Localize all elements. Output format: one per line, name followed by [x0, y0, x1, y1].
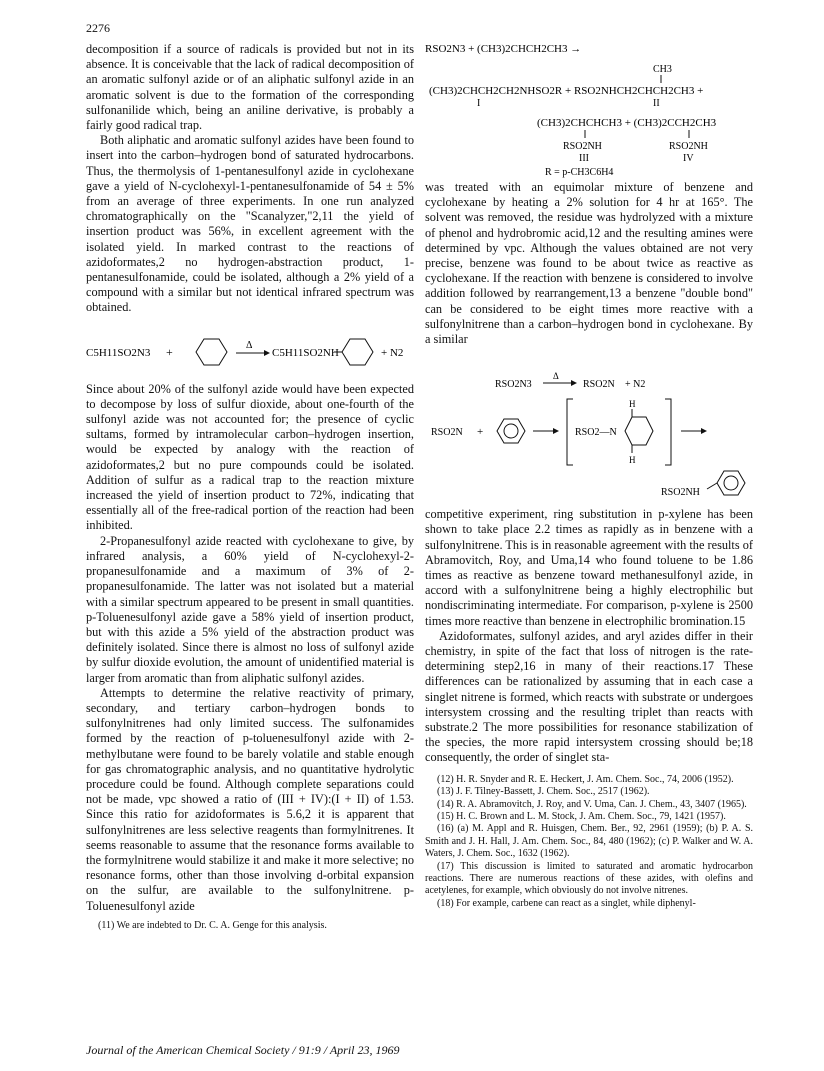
- footnote: (18) For example, carbene can react as a singlet, while diphenyl-: [437, 897, 696, 909]
- compound-label-II: II: [653, 98, 660, 109]
- n2-label: + N2: [625, 379, 646, 391]
- nitrene-label: RSO2N: [431, 427, 463, 439]
- cyclohexadiene-ring: [625, 417, 653, 445]
- arrow-head: [264, 350, 270, 356]
- footnote: (13) J. F. Tilney-Bassett, J. Chem. Soc., 2517 (1962).: [437, 786, 650, 798]
- hydrogen-label: H: [629, 399, 636, 410]
- paragraph: Attempts to determine the relative reactivity of primary, secondary, and tertiary carbon–hydrogen bonds to sulfonylnitrenes had only limited success. The sulfonamides formed by the reaction of p-toluenesulfonyl azide with 2-methylbutane were found to be barely volatile and stable enough for gas chromatographic analysis, and no quantitative hydrolytic procedure could be found. Although complete separations could not be made, vpc showed a ratio of (III + IV):(I + II) of 1.53. Since this ratio for azidoformates is 5.6,2 it is apparent that sulfonylnitrenes are less selective reagents than formylnitrenes. It seems reasonable to assume that the resonance forms available to the formylnitrene would stabilize it and make it more selective; no resonance forms, other than those involving d-orbital expansion on the sulfur, are available to the sulfonylnitrene. p-Toluenesulfonyl azide: [86, 685, 414, 913]
- scheme-benzene-addition: [425, 353, 753, 503]
- compound-label-III: III: [579, 153, 589, 164]
- cyclohexane-ring: [196, 339, 227, 365]
- compound-label-IV: IV: [683, 153, 694, 164]
- scheme-line-2: (CH3)2CHCH2CH2NHSO2R + RSO2NHCH2CHCH2CH3 +: [429, 85, 704, 97]
- footnote: (16) (a) M. Appl and R. Huisgen, Chem. Ber., 92, 2961 (1959); (b) P. A. S. Smith and J. H. Hall, J. Am. Chem. Soc., 84, 480 (1962); (c) P. Walker and W. A. Waters, J. Chem. Soc., 1632 (1962).: [425, 823, 753, 860]
- eq-arrow-label: Δ: [246, 339, 253, 351]
- paragraph: Since about 20% of the sulfonyl azide would have been expected to decompose by loss of sulfur dioxide, about one-fourth of the sulfonyl azide was not accounted for; the presence of cyclic sultams, formed by intramolecular carbon–hydrogen insertion, would be expected by analogy with the reaction of azidoformates,2 but no pure compounds could be isolated. Addition of sulfur as a radical trap to the reaction mixture increased the yield of insertion product to 72%, indicating that essentially all of the free-radical portion of the reaction had been inhibited.: [86, 381, 414, 533]
- rso2n3-label: RSO2N3: [495, 379, 532, 391]
- benzene-aromatic-circle: [724, 476, 738, 490]
- r-definition: R = p-CH3C6H4: [545, 167, 614, 178]
- footnote: (11) We are indebted to Dr. C. A. Genge for this analysis.: [98, 919, 327, 931]
- eq-reactant: C5H11SO2N3: [86, 346, 151, 359]
- equation-insertion: [86, 326, 414, 376]
- right-column: [425, 42, 753, 910]
- footnote: (12) H. R. Snyder and R. E. Heckert, J. Am. Chem. Soc., 74, 2006 (1952).: [437, 773, 734, 785]
- arrow-head: [701, 428, 707, 434]
- footnote: (15) H. C. Brown and L. M. Stock, J. Am. Chem. Soc., 79, 1421 (1957).: [437, 810, 726, 822]
- bond-line: [707, 483, 717, 489]
- paragraph: Both aliphatic and aromatic sulfonyl azides have been found to insert into the carbon–hydrogen bond of saturated hydrocarbons. Thus, the thermolysis of 1-pentanesulfonyl azide in cyclohexane gave a yield of N-cyclohexyl-1-pentanesulfonamide of 54 ± 5% from an average of three experiments. In one run analyzed chromatographically on the "Scanalyzer,"2,11 the yield of insertion product was 56%, in excellent agreement with the isolated yield. In marked contrast to the reactions of azidoformates,2 no hydrogen-abstraction product, 1-pentanesulfonamide, could be isolated, although a 2% yield of a compound with a similar but not identical infrared spectrum was obtained.: [86, 133, 414, 315]
- eq-product: C5H11SO2NH: [272, 346, 339, 359]
- paragraph: was treated with an equimolar mixture of benzene and cyclohexane by heating a 2% solution for 4 hr at 165°. The solvent was removed, the residue was hydrolyzed with a mixture of phenol and hydrobromic acid,12 and the resulting amines were determined by vpc. Although the values obtained are not very precise, benzene was found to be about twice as reactive as cyclohexane. If the reaction with benzene is considered to involve addition followed by rearrangement,13 a benzene "double bond" can be considered to be eight times more reactive with a sulfonylnitrene than a carbon–hydrogen bond in cyclohexane. By a similar: [425, 180, 753, 347]
- journal-footer: Journal of the American Chemical Society / 91:9 / April 23, 1969: [86, 1043, 400, 1057]
- scheme-line-3: (CH3)2CHCHCH3 + (CH3)2CCH2CH3: [537, 117, 717, 129]
- eq-n2: + N2: [381, 346, 404, 359]
- delta-label: Δ: [553, 371, 559, 382]
- arrow-head: [571, 380, 577, 386]
- paragraph: Azidoformates, sulfonyl azides, and aryl azides differ in their chemistry, in spite of the fact that loss of nitrogen is the rate-determining step2,16 in many of their reactions.17 These differences can be rationalized by assuming that in each case a singlet nitrene is formed, which reacts with substrate or undergoes intersystem crossing and the resulting triplet than reacts with substrate.2 The more possibilities for resonance stabilization of the species, the more rapid intersystem crossing should be;18 consequently, the order of singlet sta-: [425, 628, 753, 765]
- aziridine-label: RSO2—N: [575, 427, 617, 439]
- cyclohexane-ring: [342, 339, 373, 365]
- left-column: [86, 42, 414, 932]
- bracket-right: [665, 399, 671, 465]
- hydrogen-label: H: [629, 455, 636, 466]
- scheme-methylbutane: [425, 42, 753, 180]
- equation-diagram: [86, 326, 414, 376]
- scheme-line-1: RSO2N3 + (CH3)2CHCH2CH3 →: [425, 43, 582, 55]
- benzene-ring: [497, 419, 525, 443]
- paragraph: competitive experiment, ring substitution in p-xylene has been shown to take place 2.2 times as rapidly as in benzene with a sulfonylnitrene. This is in reasonable agreement with the results of Abramovitch, Roy, and Uma,14 who found toluene to be 1.86 times as reactive as benzene toward methanesulfonyl azide, in accord with a sulfonylnitrene being a highly electrophilic but nondiscriminating intermediate. For comparison, p-xylene is 2500 times more reactive than benzene in electrophilic bromination.15: [425, 507, 753, 628]
- plus-sign: +: [166, 344, 173, 359]
- footnotes: [425, 774, 753, 910]
- compound-label-I: I: [477, 98, 481, 109]
- footnote: (14) R. A. Abramovitch, J. Roy, and V. Uma, Can. J. Chem., 43, 3407 (1965).: [437, 798, 747, 810]
- nitrene-label: RSO2N: [583, 379, 615, 391]
- paragraph: 2-Propanesulfonyl azide reacted with cyclohexane to give, by infrared analysis, a 60% yield of N-cyclohexyl-2-propanesulfonamide and a maximum of 3% of 2-propanesulfonamide. The latter was not isolated but a material with a similar spectrum appeared to be present in small quantities. p-Toluenesulfonyl azide gave a 58% yield of insertion product, but with this azide a 5% yield of the abstraction product was definitely isolated. Since there is almost no loss of sulfonyl azide by sulfur dioxide evolution, the amount of unidentified material is larger from aromatic than from aliphatic sulfonyl azides.: [86, 533, 414, 685]
- benzene-ring: [717, 471, 745, 495]
- plus-sign: +: [477, 426, 484, 439]
- rso2nh-label: RSO2NH: [669, 141, 708, 152]
- methyl-label: CH3: [653, 64, 672, 75]
- page-number: 2276: [86, 21, 110, 35]
- bracket-left: [567, 399, 573, 465]
- paragraph: decomposition if a source of radicals is provided but not in its absence. It is conceivable that the lack of radical decomposition of an aromatic sulfonyl azide or of an aliphatic sulfonyl azide in an aromatic solvent is due to the formation of the corresponding sulfonanilide which, being an aniline derivative, is probably a fairly good radical trap.: [86, 42, 414, 133]
- rso2nh-label: RSO2NH: [563, 141, 602, 152]
- footnote: (17) This discussion is limited to saturated and aromatic hydrocarbon reactions. There are numerous reactions of these azides, with olefins and acetylenes, for example, which obviously do not involve nitrenes.: [425, 860, 753, 897]
- benzene-aromatic-circle: [504, 424, 518, 438]
- sulfonanilide-label: RSO2NH: [661, 487, 700, 499]
- arrow-head: [553, 428, 559, 434]
